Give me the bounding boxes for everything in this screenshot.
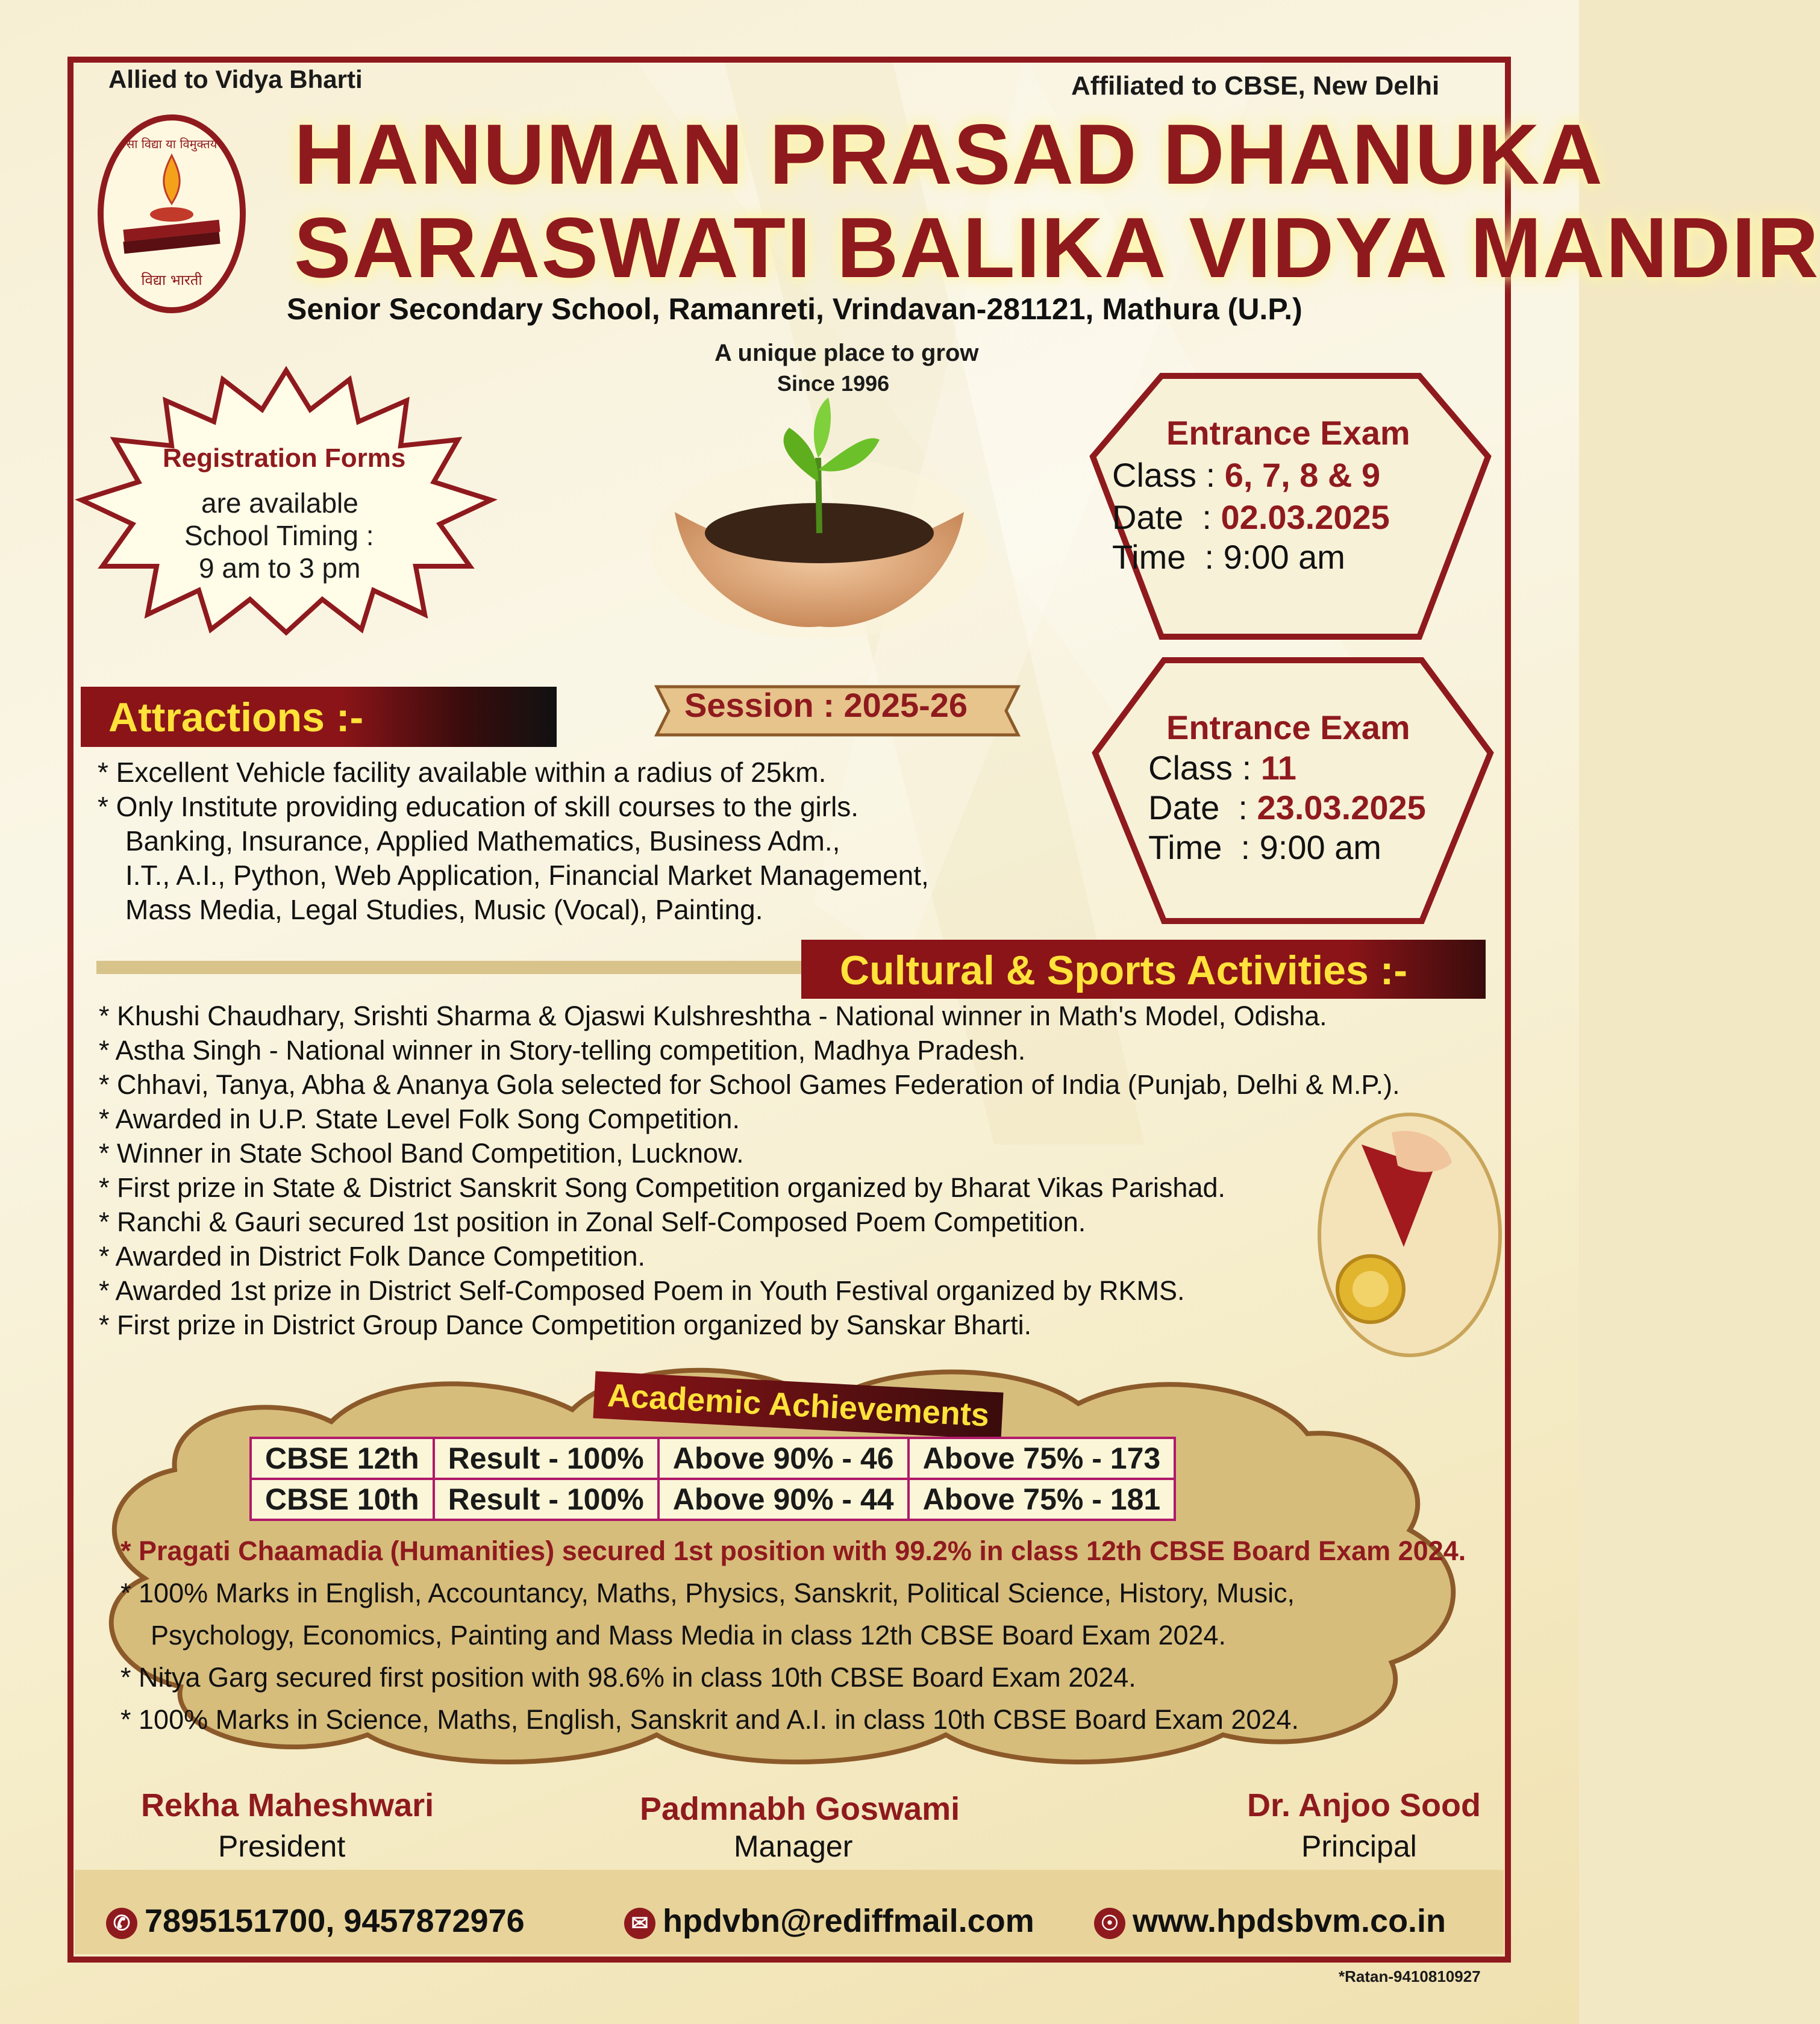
academic-item: * Nitya Garg secured first position with 98.6% in class 10th CBSE Board Exam 2024.	[120, 1662, 1136, 1693]
attractions-banner	[81, 687, 557, 747]
logo-motto: सा विद्या या विमुक्तये	[126, 137, 217, 151]
entrance-exam-1-class: Class : 6, 7, 8 & 9	[1112, 456, 1381, 494]
cultural-banner	[801, 940, 1486, 999]
academic-item: Psychology, Economics, Painting and Mass Media in class 12th CBSE Board Exam 2024.	[151, 1620, 1227, 1651]
cultural-item: * First prize in District Group Dance Competition organized by Sanskar Bharti.	[99, 1310, 1032, 1340]
designer-credit: *Ratan-9410810927	[1339, 1967, 1481, 1985]
cultural-item: * Khushi Chaudhary, Srishti Sharma & Ojaswi Kulshreshtha - National winner in Math's Model, Odisha.	[99, 1001, 1327, 1031]
school-title-line2: SARASWATI BALIKA VIDYA MANDIR	[294, 200, 1820, 296]
entrance-exam-1-title: Entrance Exam	[1166, 414, 1410, 452]
table-cell: Above 75% - 181	[908, 1479, 1175, 1520]
table-cell: Result - 100%	[434, 1438, 658, 1479]
registration-title: Registration Forms	[163, 443, 406, 473]
entrance-exam-1-time: Time : 9:00 am	[1112, 538, 1345, 576]
vidya-bharti-logo	[96, 113, 247, 315]
signatory-name-principal: Dr. Anjoo Sood	[1247, 1787, 1481, 1823]
cultural-item: * Awarded 1st prize in District Self-Composed Poem in Youth Festival organized by RKMS.	[99, 1275, 1185, 1306]
entrance-exam-1-date: Date : 02.03.2025	[1112, 498, 1390, 536]
entrance-exam-2-title: Entrance Exam	[1166, 708, 1410, 746]
allied-text: Allied to Vidya Bharti	[108, 65, 363, 93]
medal-hand-image	[1313, 1108, 1506, 1361]
academic-item: * 100% Marks in Science, Maths, English, Sanskrit and A.I. in class 10th CBSE Board Exam 2024.	[120, 1704, 1299, 1735]
registration-line1: are available	[201, 487, 358, 519]
table-cell: Result - 100%	[434, 1479, 658, 1520]
contact-email[interactable]: ✉ hpdvbn@rediffmail.com	[624, 1902, 1034, 1940]
table-row	[251, 1479, 1175, 1520]
cultural-item: * First prize in State & District Sanskrit Song Competition organized by Bharat Vikas Parishad.	[99, 1172, 1226, 1203]
registration-line3: 9 am to 3 pm	[199, 552, 361, 584]
signatory-name-manager: Padmnabh Goswami	[640, 1791, 960, 1827]
signatory-name-president: Rekha Maheshwari	[141, 1787, 434, 1823]
attraction-item: * Excellent Vehicle facility available within a radius of 25km.	[98, 757, 827, 788]
cultural-item: * Winner in State School Band Competition, Lucknow.	[99, 1138, 744, 1169]
globe-icon: ☉	[1094, 1908, 1125, 1939]
mail-icon: ✉	[624, 1908, 655, 1939]
entrance-exam-2-date: Date : 23.03.2025	[1148, 789, 1426, 826]
cultural-item: * Chhavi, Tanya, Abha & Ananya Gola selected for School Games Federation of India (Punjab, Delhi & M.P.).	[99, 1069, 1400, 1100]
cultural-item: * Awarded in District Folk Dance Competition.	[99, 1241, 646, 1272]
entrance-exam-2-time: Time : 9:00 am	[1148, 828, 1381, 866]
academic-item: * Pragati Chaamadia (Humanities) secured 1st position with 99.2% in class 12th CBSE Board Exam 2024.	[120, 1535, 1466, 1566]
academic-list	[120, 1530, 1466, 1741]
attractions-list	[98, 755, 929, 927]
tagline: A unique place to grow	[715, 340, 979, 366]
entrance-exam-2-class: Class : 11	[1148, 749, 1296, 787]
divider-bar	[96, 961, 819, 974]
table-cell: Above 90% - 46	[658, 1438, 908, 1479]
affiliated-text: Affiliated to CBSE, New Delhi	[1071, 71, 1440, 101]
school-title-line1: HANUMAN PRASAD DHANUKA	[294, 107, 1604, 202]
table-cell: CBSE 12th	[251, 1438, 434, 1479]
signatory-role-manager: Manager	[734, 1829, 853, 1863]
contact-phone[interactable]: ✆ 7895151700, 9457872976	[106, 1902, 525, 1940]
attraction-item: * Only Institute providing education of skill courses to the girls.	[98, 791, 859, 822]
cultural-item: * Ranchi & Gauri secured 1st position in Zonal Self-Composed Poem Competition.	[99, 1207, 1086, 1237]
signatory-role-president: President	[218, 1829, 346, 1863]
signatory-role-principal: Principal	[1301, 1829, 1417, 1863]
cultural-list	[99, 999, 1400, 1342]
academic-heading: Academic Achievements	[606, 1377, 990, 1434]
registration-line2: School Timing :	[184, 520, 374, 551]
phone-icon: ✆	[106, 1908, 137, 1939]
cultural-item: * Awarded in U.P. State Level Folk Song Competition.	[99, 1104, 740, 1134]
session-label: Session : 2025-26	[684, 686, 968, 724]
hands-plant-image	[627, 392, 1012, 657]
table-cell: CBSE 10th	[251, 1479, 434, 1520]
table-cell: Above 90% - 44	[658, 1479, 908, 1520]
attraction-item: I.T., A.I., Python, Web Application, Financial Market Management,	[125, 860, 929, 891]
table-row	[251, 1438, 1175, 1479]
contact-website[interactable]: ☉ www.hpdsbvm.co.in	[1094, 1902, 1446, 1940]
attraction-item: Banking, Insurance, Applied Mathematics, Business Adm.,	[125, 825, 840, 857]
attractions-heading: Attractions :-	[108, 695, 364, 740]
logo-caption: विद्या भारती	[141, 272, 202, 289]
cultural-item: * Astha Singh - National winner in Story-telling competition, Madhya Pradesh.	[99, 1035, 1026, 1066]
academic-item: * 100% Marks in English, Accountancy, Maths, Physics, Sanskrit, Political Science, History, Music,	[120, 1578, 1295, 1608]
school-address: Senior Secondary School, Ramanreti, Vrindavan-281121, Mathura (U.P.)	[287, 292, 1302, 326]
cultural-heading: Cultural & Sports Activities :-	[840, 948, 1408, 993]
table-cell: Above 75% - 173	[908, 1438, 1175, 1479]
academic-results-table	[249, 1437, 1176, 1521]
since-year: Since 1996	[777, 371, 890, 396]
attraction-item: Mass Media, Legal Studies, Music (Vocal), Painting.	[125, 894, 763, 925]
